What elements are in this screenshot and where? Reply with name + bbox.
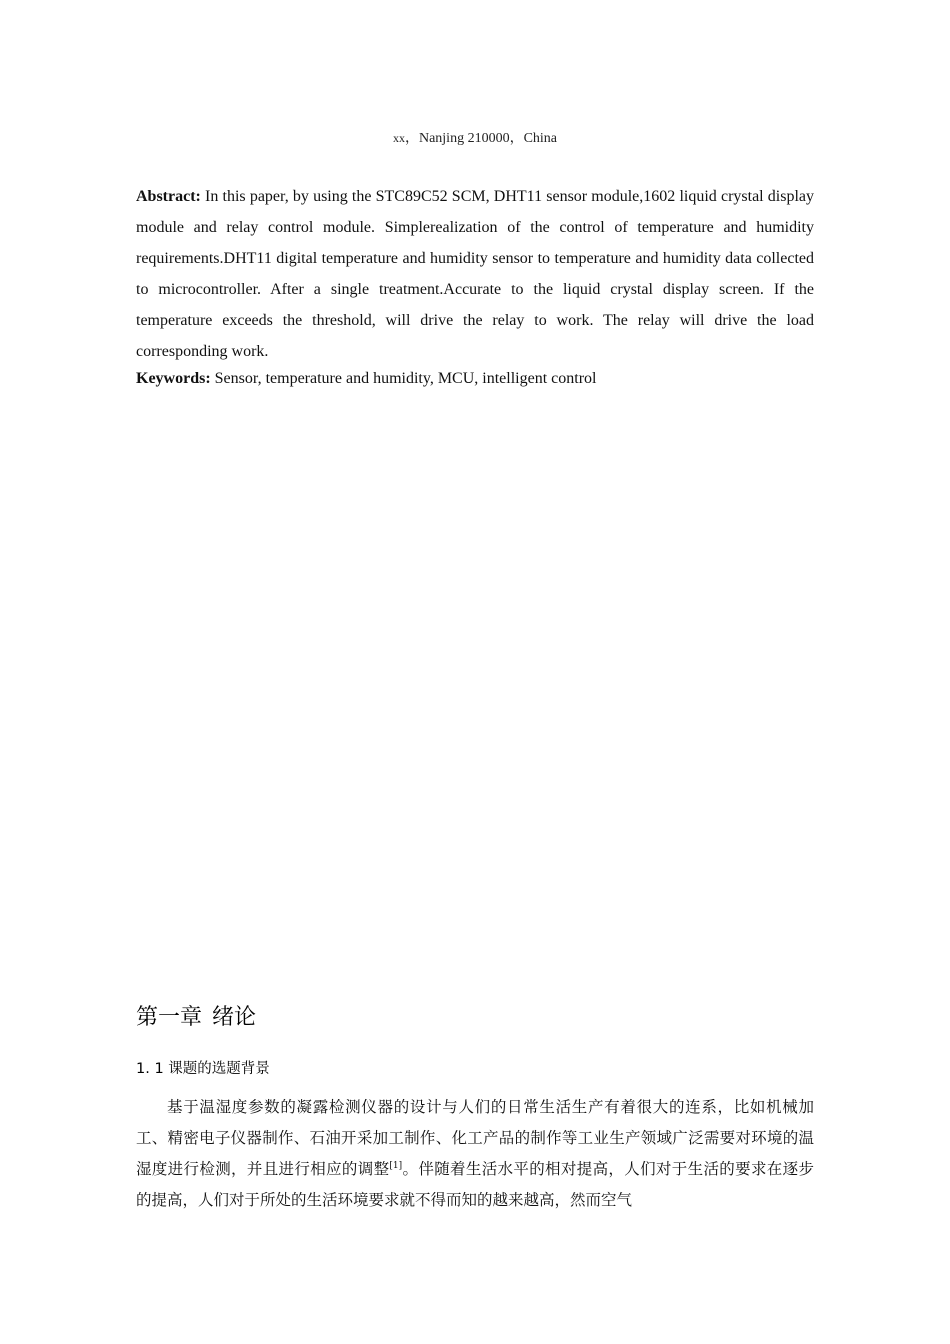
abstract-text: In this paper, by using the STC89C52 SCM, DHT11 sensor module,1602 liquid crystal display module and relay control module. Simplerealization of the control of temperature and humidity requirements.DHT11 digital temperature and humidity sensor to temperature and humidity data collected to microcontroller. After a single treatment.Accurate to the liquid crystal display screen. If the temperature exceeds the threshold, will drive the relay to work. The relay will drive the load corresponding work. — [136, 188, 814, 360]
chapter-title: 绪论 — [212, 1005, 257, 1030]
body-text-part2: 。伴随着生活水平的相对提高，人们对于生活的要求在逐步的提高，人们对于所处的生活环境要求就不得而知的越来越高，然而空气 — [136, 1160, 814, 1209]
affiliation-country: China — [523, 131, 558, 146]
keywords-label: Keywords: — [136, 370, 211, 387]
chapter-heading — [136, 1003, 256, 1033]
body-text-part1: 基于温湿度参数的凝露检测仪器的设计与人们的日常生活生产有着很大的连系，比如机械加工、精密电子仪器制作、石油开采加工制作、化工产品的制作等工业生产领域广泛需要对环境的温湿度进行检测，并且进行相应的调整 — [136, 1098, 814, 1178]
author-affiliation — [0, 127, 950, 147]
affiliation-prefix: xx — [392, 131, 405, 145]
abstract-label: Abstract: — [136, 188, 201, 205]
affiliation-separator: ， — [404, 131, 419, 146]
body-paragraph — [136, 1092, 814, 1216]
keywords-text: Sensor, temperature and humidity, MCU, intelligent control — [210, 370, 597, 387]
keywords-line — [136, 366, 814, 392]
section-heading: 1. 1 课题的选题背景 — [136, 1061, 270, 1077]
affiliation-separator: ， — [509, 131, 524, 146]
abstract-paragraph — [136, 181, 814, 367]
chapter-number: 第一章 — [136, 1005, 203, 1030]
citation-ref: [1] — [389, 1161, 403, 1171]
affiliation-city: Nanjing 210000 — [418, 131, 510, 146]
